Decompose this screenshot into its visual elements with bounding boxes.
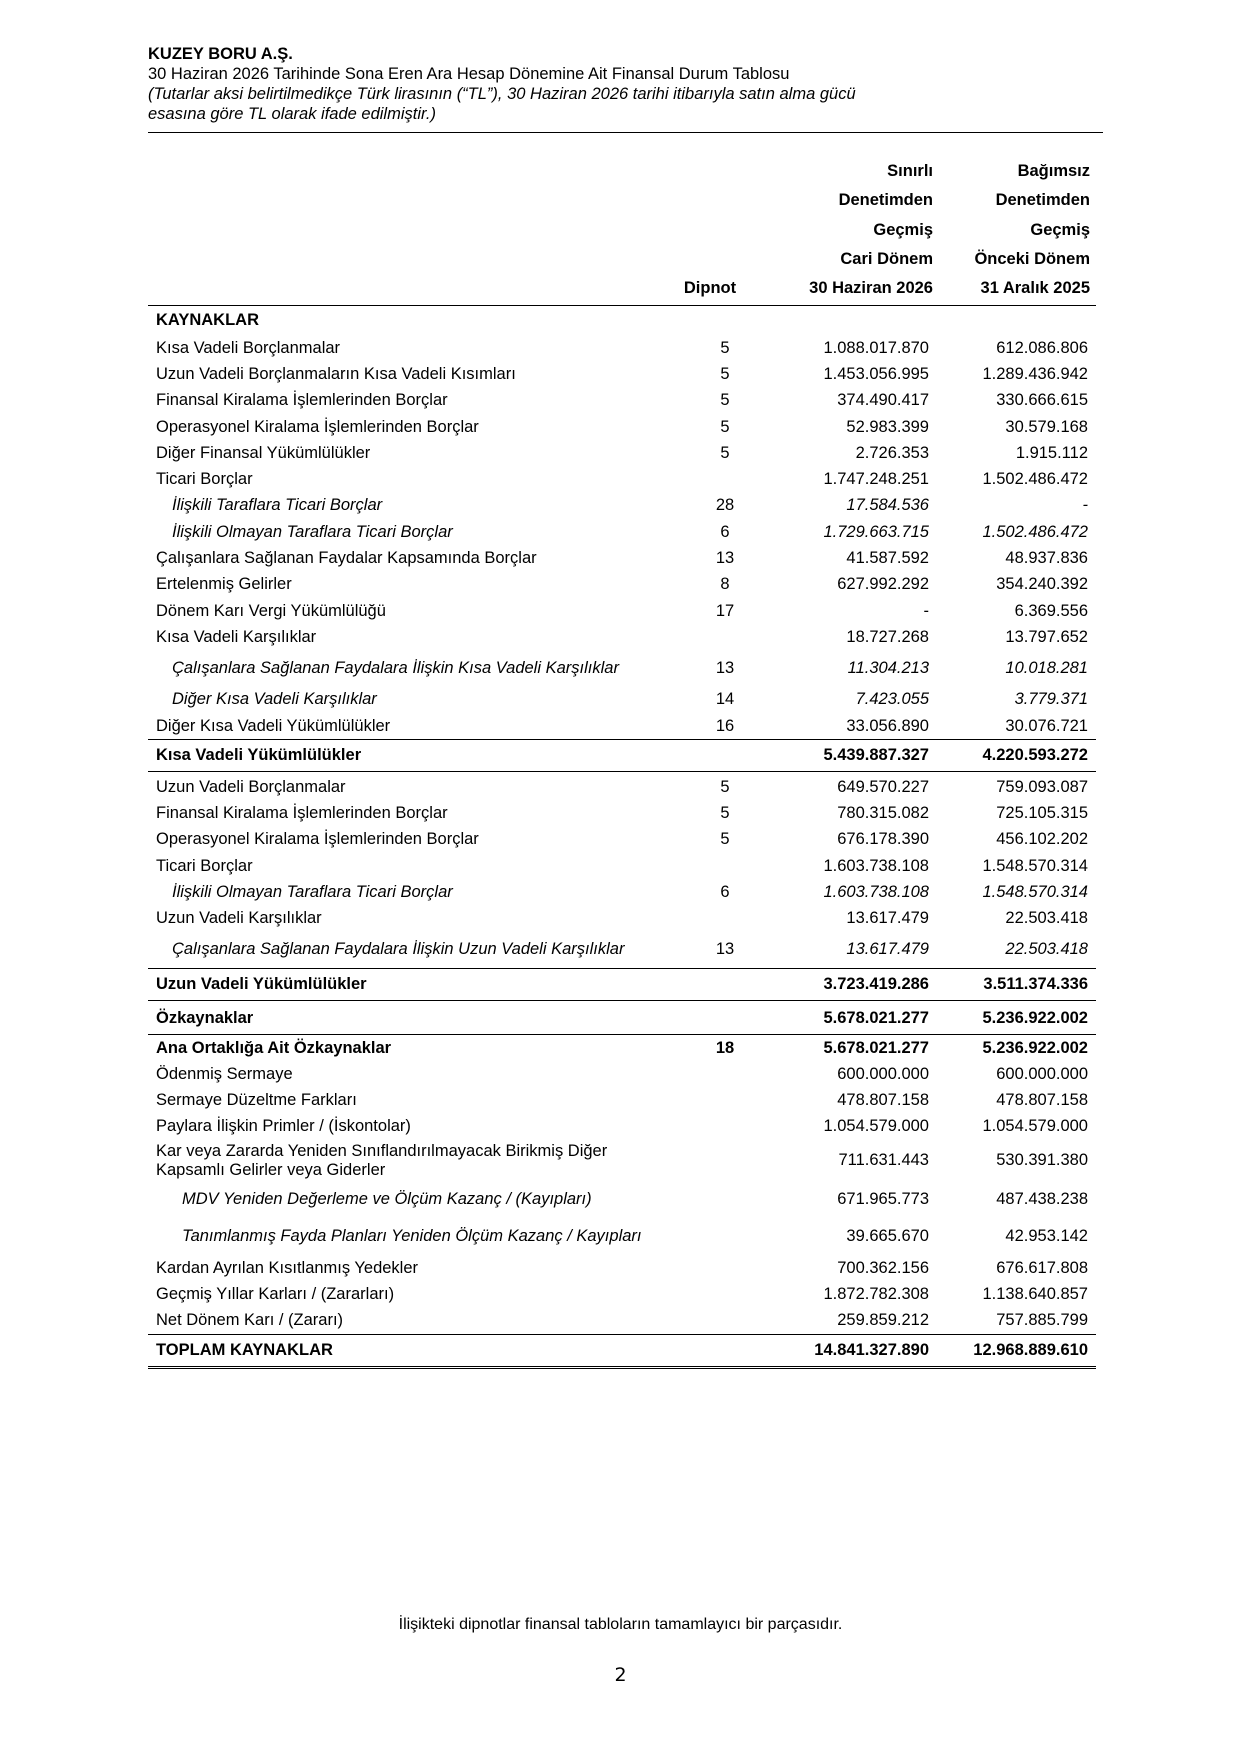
row-previous-value: 30.076.721 [1005, 716, 1088, 735]
row-label: Kar veya Zararda Yeniden Sınıflandırılmayacak Birikmiş Diğer Kapsamlı Gelirler veya Giderler [156, 1141, 608, 1179]
row-previous-value: 757.885.799 [996, 1311, 1088, 1330]
row-current-value: 374.490.417 [837, 391, 929, 410]
row-previous-value: 10.018.281 [1005, 659, 1088, 678]
row-current-value: 1.453.056.995 [823, 364, 929, 383]
row-current-value: 2.726.353 [855, 443, 929, 462]
row-note: 5 [720, 830, 730, 849]
row-previous-value: 612.086.806 [996, 338, 1088, 357]
row-previous-value: 5.236.922.002 [982, 1008, 1088, 1027]
row-previous-value: 354.240.392 [996, 575, 1088, 594]
row-note: 5 [720, 804, 730, 823]
row-label: Ticari Borçlar [156, 856, 253, 875]
row-current-value: 13.617.479 [846, 909, 929, 928]
row-current-value: 18.727.268 [846, 627, 929, 646]
table-row [148, 879, 1096, 905]
table-row [148, 651, 1096, 687]
row-previous-value: 725.105.315 [996, 804, 1088, 823]
row-note: 16 [715, 716, 735, 735]
row-previous-value: - [1082, 496, 1088, 515]
row-note: 18 [715, 1038, 735, 1057]
row-label: Ertelenmiş Gelirler [156, 575, 292, 594]
table-row [148, 572, 1096, 598]
row-label: Ticari Borçlar [156, 470, 253, 489]
row-current-value: 676.178.390 [837, 830, 929, 849]
current-header-line: Denetimden [838, 191, 933, 210]
page-number: 2 [614, 1664, 627, 1686]
row-current-value: 5.678.021.277 [823, 1008, 929, 1027]
row-current-value: 3.723.419.286 [823, 974, 929, 993]
row-current-value: 52.983.399 [846, 417, 929, 436]
row-note: 28 [715, 496, 735, 515]
row-label: Diğer Finansal Yükümlülükler [156, 443, 371, 462]
row-current-value: 39.665.670 [846, 1227, 929, 1246]
statement-title: 30 Haziran 2026 Tarihinde Sona Eren Ara Hesap Dönemine Ait Finansal Durum Tablosu [148, 65, 790, 83]
current-period-header [780, 157, 933, 303]
row-previous-value: 12.968.889.610 [973, 1341, 1088, 1360]
table-row [148, 853, 1096, 879]
table-row [148, 1114, 1096, 1140]
footer-note: İlişikteki dipnotlar finansal tabloların tamamlayıcı bir parçasıdır. [398, 1616, 843, 1633]
row-previous-value: 487.438.238 [996, 1190, 1088, 1209]
table-row [148, 414, 1096, 440]
table-row [148, 932, 1096, 968]
row-label: Çalışanlara Sağlanan Faydalara İlişkin Kısa Vadeli Karşılıklar [172, 659, 619, 678]
row-note: 13 [715, 549, 735, 568]
row-label: Dönem Karı Vergi Yükümlülüğü [156, 601, 386, 620]
row-current-value: 1.729.663.715 [823, 522, 929, 541]
row-label: TOPLAM KAYNAKLAR [156, 1341, 333, 1360]
header-divider [148, 132, 1103, 133]
row-label: Diğer Kısa Vadeli Karşılıklar [172, 690, 377, 709]
row-current-value: 780.315.082 [837, 804, 929, 823]
row-label: Kardan Ayrılan Kısıtlanmış Yedekler [156, 1258, 419, 1277]
table-row [148, 1255, 1096, 1281]
table-row [148, 1281, 1096, 1307]
table-row [148, 388, 1096, 414]
row-label: Operasyonel Kiralama İşlemlerinden Borçlar [156, 417, 479, 436]
row-note: 5 [720, 364, 730, 383]
row-previous-value: 1.915.112 [1015, 443, 1088, 462]
row-current-value: 17.584.536 [846, 496, 929, 515]
row-current-value: 7.423.055 [855, 690, 929, 709]
row-previous-value: 13.797.652 [1005, 627, 1088, 646]
table-row [148, 1140, 1096, 1181]
row-previous-value: 30.579.168 [1005, 417, 1088, 436]
row-current-value: 478.807.158 [837, 1091, 929, 1110]
row-current-value: 5.678.021.277 [823, 1038, 929, 1057]
row-current-value: 1.054.579.000 [823, 1117, 929, 1136]
document-header [148, 44, 1103, 124]
row-current-value: 600.000.000 [837, 1064, 929, 1083]
table-row [148, 306, 1096, 335]
row-label: Sermaye Düzeltme Farkları [156, 1091, 357, 1110]
row-current-value: 41.587.592 [846, 549, 929, 568]
row-current-value: 1.088.017.870 [823, 338, 929, 357]
row-previous-value: 676.617.808 [996, 1258, 1088, 1277]
row-label: İlişkili Olmayan Taraflara Ticari Borçlar [172, 882, 453, 901]
table-row [148, 466, 1096, 492]
row-label: Ana Ortaklığa Ait Özkaynaklar [156, 1038, 392, 1057]
previous-header-line: Denetimden [995, 191, 1090, 210]
row-previous-value: 48.937.836 [1005, 549, 1088, 568]
table-row [148, 545, 1096, 571]
row-current-value: 1.747.248.251 [823, 470, 929, 489]
row-label: Özkaynaklar [156, 1008, 254, 1027]
row-label: İlişkili Taraflara Ticari Borçlar [172, 496, 383, 515]
note-column-header: Dipnot [683, 279, 737, 297]
table-row [148, 968, 1096, 1001]
table-row [148, 440, 1096, 466]
previous-header-line: Geçmiş [1030, 220, 1090, 239]
previous-period-header [940, 157, 1090, 303]
table-row [148, 906, 1096, 932]
row-label: Uzun Vadeli Borçlanmalar [156, 777, 346, 796]
liabilities-table [148, 305, 1096, 1369]
table-row [148, 774, 1096, 800]
table-row [148, 739, 1096, 772]
row-previous-value: 478.807.158 [996, 1091, 1088, 1110]
row-label: Kısa Vadeli Karşılıklar [156, 627, 317, 646]
table-row [148, 624, 1096, 650]
row-label: Paylara İlişkin Primler / (İskontolar) [156, 1117, 411, 1136]
row-note: 17 [715, 601, 735, 620]
row-current-value: 671.965.773 [837, 1190, 929, 1209]
row-previous-value: 1.138.640.857 [982, 1285, 1088, 1304]
row-current-value: 649.570.227 [837, 777, 929, 796]
row-note: 6 [720, 522, 730, 541]
current-header-line: Cari Dönem [840, 249, 933, 268]
row-current-value: 1.603.738.108 [823, 882, 929, 901]
row-previous-value: 4.220.593.272 [982, 746, 1088, 765]
row-label: Diğer Kısa Vadeli Yükümlülükler [156, 716, 391, 735]
row-current-value: 13.617.479 [846, 940, 929, 959]
row-current-value: 259.859.212 [837, 1311, 929, 1330]
table-row [148, 493, 1096, 519]
row-note: 5 [720, 417, 730, 436]
row-current-value: 1.872.782.308 [823, 1285, 929, 1304]
row-previous-value: 1.548.570.314 [982, 882, 1088, 901]
table-row [148, 713, 1096, 739]
row-label: Kısa Vadeli Borçlanmalar [156, 338, 341, 357]
row-previous-value: 1.502.486.472 [982, 522, 1088, 541]
previous-header-line: Önceki Dönem [974, 249, 1090, 268]
table-row [148, 519, 1096, 545]
table-row [148, 1035, 1096, 1061]
row-label: Uzun Vadeli Borçlanmaların Kısa Vadeli Kısımları [156, 364, 516, 383]
row-current-value: 627.992.292 [837, 575, 929, 594]
row-label: Finansal Kiralama İşlemlerinden Borçlar [156, 804, 448, 823]
row-current-value: 14.841.327.890 [814, 1341, 929, 1360]
row-note: 5 [720, 777, 730, 796]
row-current-value: 11.304.213 [847, 659, 929, 678]
row-previous-value: 22.503.418 [1005, 909, 1088, 928]
row-note: 14 [715, 690, 735, 709]
row-previous-value: 330.666.615 [996, 391, 1088, 410]
row-previous-value: 5.236.922.002 [982, 1038, 1088, 1057]
row-label: Tanımlanmış Fayda Planları Yeniden Ölçüm Kazanç / Kayıpları [182, 1227, 642, 1246]
row-current-value: 711.631.443 [838, 1151, 929, 1170]
table-row [148, 1218, 1096, 1255]
table-row [148, 1308, 1096, 1334]
table-row [148, 1181, 1096, 1218]
row-previous-value: 600.000.000 [996, 1064, 1088, 1083]
row-previous-value: 6.369.556 [1014, 601, 1088, 620]
row-label: Ödenmiş Sermaye [156, 1064, 293, 1083]
previous-header-line: 31 Aralık 2025 [980, 279, 1090, 298]
row-label: KAYNAKLAR [156, 311, 259, 329]
row-note: 13 [715, 940, 735, 959]
row-label: Finansal Kiralama İşlemlerinden Borçlar [156, 391, 448, 410]
row-current-value: 1.603.738.108 [823, 856, 929, 875]
row-label: MDV Yeniden Değerleme ve Ölçüm Kazanç / (Kayıpları) [182, 1190, 592, 1209]
table-row [148, 1088, 1096, 1114]
current-header-line: Sınırlı [887, 162, 933, 180]
row-label: Net Dönem Karı / (Zararı) [156, 1311, 344, 1330]
current-header-line: 30 Haziran 2026 [809, 279, 933, 298]
row-label: Geçmiş Yıllar Karları / (Zararları) [156, 1285, 395, 1304]
row-label: Kısa Vadeli Yükümlülükler [156, 746, 362, 765]
current-header-line: Geçmiş [873, 220, 933, 239]
table-row [148, 687, 1096, 713]
table-row [148, 335, 1096, 361]
row-previous-value: 759.093.087 [996, 777, 1088, 796]
table-row [148, 827, 1096, 853]
row-label: Çalışanlara Sağlanan Faydalara İlişkin Uzun Vadeli Karşılıklar [172, 940, 625, 959]
previous-header-line: Bağımsız [1017, 162, 1090, 180]
table-row [148, 1003, 1096, 1035]
table-row [148, 1061, 1096, 1087]
row-previous-value: 1.054.579.000 [982, 1117, 1088, 1136]
row-note: 6 [720, 882, 730, 901]
table-row [148, 1334, 1096, 1369]
table-row [148, 800, 1096, 826]
row-label: İlişkili Olmayan Taraflara Ticari Borçlar [172, 522, 453, 541]
currency-note-line-1: (Tutarlar aksi belirtilmedikçe Türk lirasının (“TL”), 30 Haziran 2026 tarihi itibarıyla satın alma gücü [148, 85, 856, 103]
row-note: 13 [715, 659, 735, 678]
row-label: Çalışanlara Sağlanan Faydalar Kapsamında Borçlar [156, 549, 537, 568]
company-name: KUZEY BORU A.Ş. [148, 45, 293, 63]
row-current-value: 33.056.890 [846, 716, 929, 735]
row-previous-value: 1.548.570.314 [982, 856, 1088, 875]
row-previous-value: 530.391.380 [996, 1151, 1088, 1170]
row-previous-value: 1.289.436.942 [982, 364, 1088, 383]
row-current-value: - [923, 601, 929, 620]
row-previous-value: 3.779.371 [1014, 690, 1088, 709]
row-previous-value: 456.102.202 [996, 830, 1088, 849]
row-label: Operasyonel Kiralama İşlemlerinden Borçlar [156, 830, 479, 849]
row-current-value: 5.439.887.327 [823, 746, 929, 765]
row-previous-value: 1.502.486.472 [982, 470, 1088, 489]
table-row [148, 598, 1096, 624]
row-label: Uzun Vadeli Karşılıklar [156, 909, 322, 928]
row-previous-value: 22.503.418 [1005, 940, 1088, 959]
row-note: 8 [720, 575, 730, 594]
row-label: Uzun Vadeli Yükümlülükler [156, 974, 367, 993]
row-previous-value: 3.511.374.336 [983, 974, 1088, 993]
currency-note-line-2: esasına göre TL olarak ifade edilmiştir.) [148, 105, 436, 123]
row-current-value: 700.362.156 [837, 1258, 929, 1277]
row-note: 5 [720, 338, 730, 357]
row-note: 5 [720, 443, 730, 462]
table-row [148, 361, 1096, 387]
row-previous-value: 42.953.142 [1005, 1227, 1088, 1246]
row-note: 5 [720, 391, 730, 410]
